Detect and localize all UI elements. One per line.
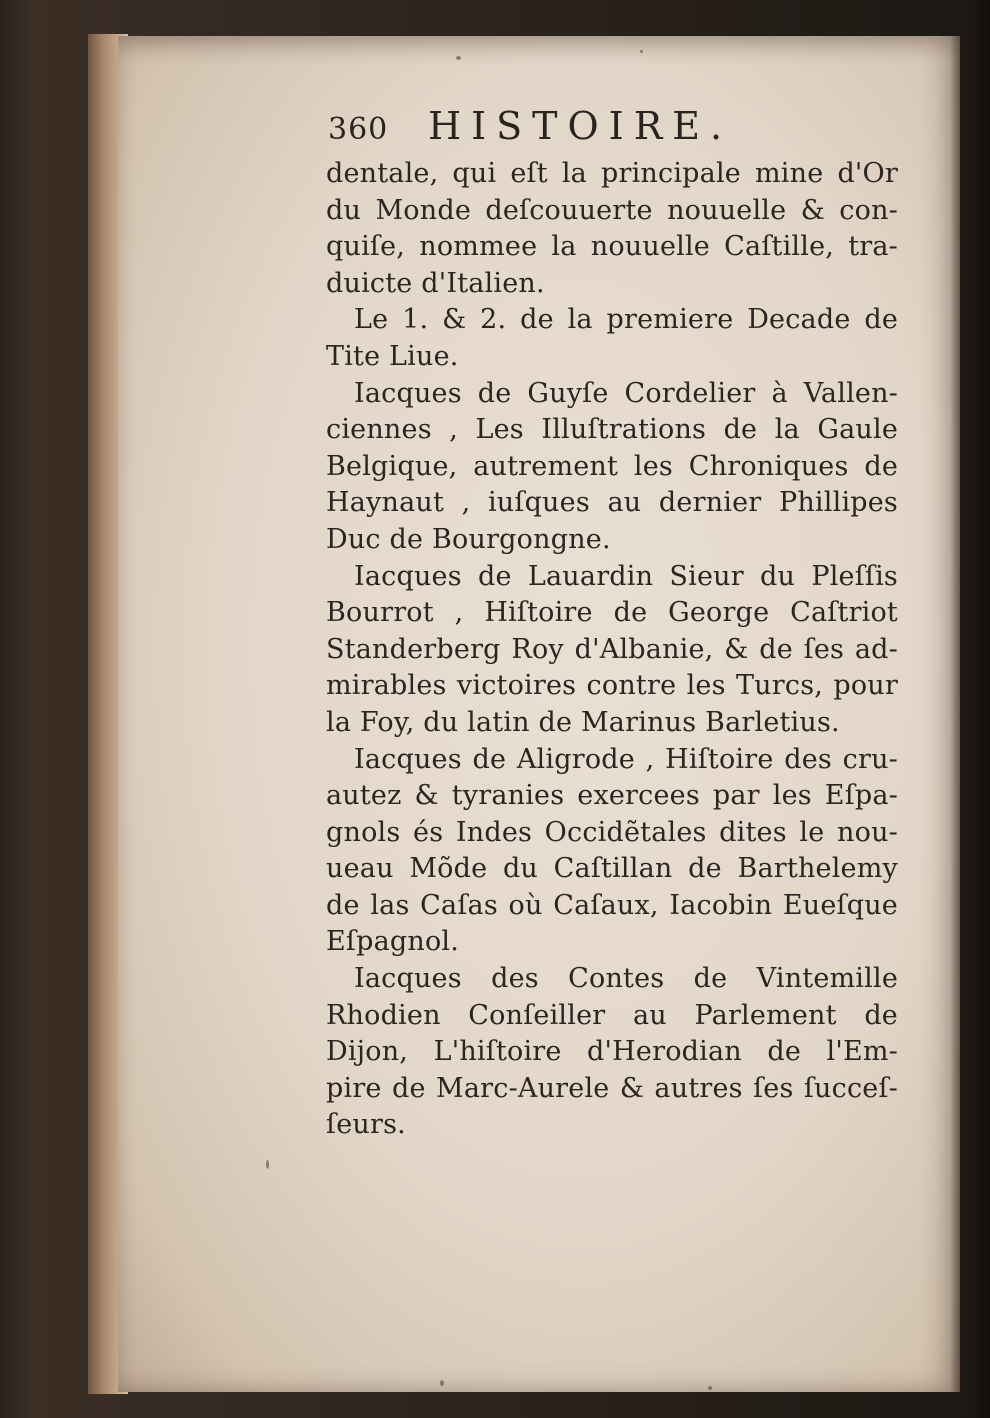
text-line: quiſe, nommee la nouuelle Caſtille, tra-: [326, 231, 898, 263]
text-line: Iacques des Contes de Vintemille: [354, 963, 898, 995]
text-line: autez & tyranies exercees par les Eſpa-: [326, 780, 898, 812]
text-line: Tite Liue.: [326, 340, 459, 372]
ink-speck: [266, 1160, 269, 1169]
text-line: Duc de Bourgongne.: [326, 523, 611, 555]
text-line: pire de Marc-Aurele & autres ſes ſucceſ-: [326, 1072, 898, 1104]
text-line: Iacques de Lauardin Sieur du Pleſſis: [354, 560, 898, 592]
text-line: ſeurs.: [326, 1109, 406, 1141]
text-line: Haynaut , iuſques au dernier Phillipes: [326, 487, 898, 519]
text-line: dentale, qui eſt la principale mine d'Or: [326, 158, 898, 189]
ink-speck: [456, 56, 461, 60]
text-line: duicte d'Italien.: [326, 267, 545, 299]
running-head: [328, 104, 928, 154]
text-line: Dijon, L'hiſtoire d'Herodian de l'Em-: [326, 1036, 898, 1068]
text-line: Standerberg Roy d'Albanie, & de ſes ad-: [326, 633, 898, 665]
text-line: du Monde deſcouuerte nouuelle & con-: [326, 194, 898, 226]
ink-speck: [708, 1386, 712, 1390]
text-line: gnols és Indes Occidẽtales dites le nou-: [326, 816, 898, 848]
text-line: Belgique, autrement les Chroniques de: [326, 450, 898, 482]
text-line: la Foy, du latin de Marinus Barletius.: [326, 706, 840, 738]
ink-speck: [640, 50, 643, 53]
text-line: Bourrot , Hiſtoire de George Caſtriot: [326, 597, 898, 629]
ink-speck: [440, 1380, 444, 1386]
text-line: ciennes , Les Illuſtrations de la Gaule: [326, 414, 898, 446]
text-line: Eſpagnol.: [326, 926, 460, 958]
running-title: HISTOIRE.: [428, 104, 733, 148]
body-text: [326, 156, 898, 1144]
text-line: ueau Mõde du Caſtillan de Barthelemy: [326, 853, 898, 885]
text-line: Iacques de Guyſe Cordelier à Vallen-: [354, 377, 898, 409]
page-number: 360: [328, 112, 389, 147]
text-line: mirables victoires contre les Turcs, pour: [326, 670, 898, 702]
text-line: Rhodien Conſeiller au Parlement de: [326, 999, 898, 1031]
gutter-shadow: [950, 0, 990, 1418]
text-line: Iacques de Aligrode , Hiſtoire des cru-: [354, 743, 898, 775]
text-line: Le 1. & 2. de la premiere Decade de: [354, 304, 898, 336]
text-line: de las Caſas où Caſaux, Iacobin Eueſque: [326, 889, 898, 921]
